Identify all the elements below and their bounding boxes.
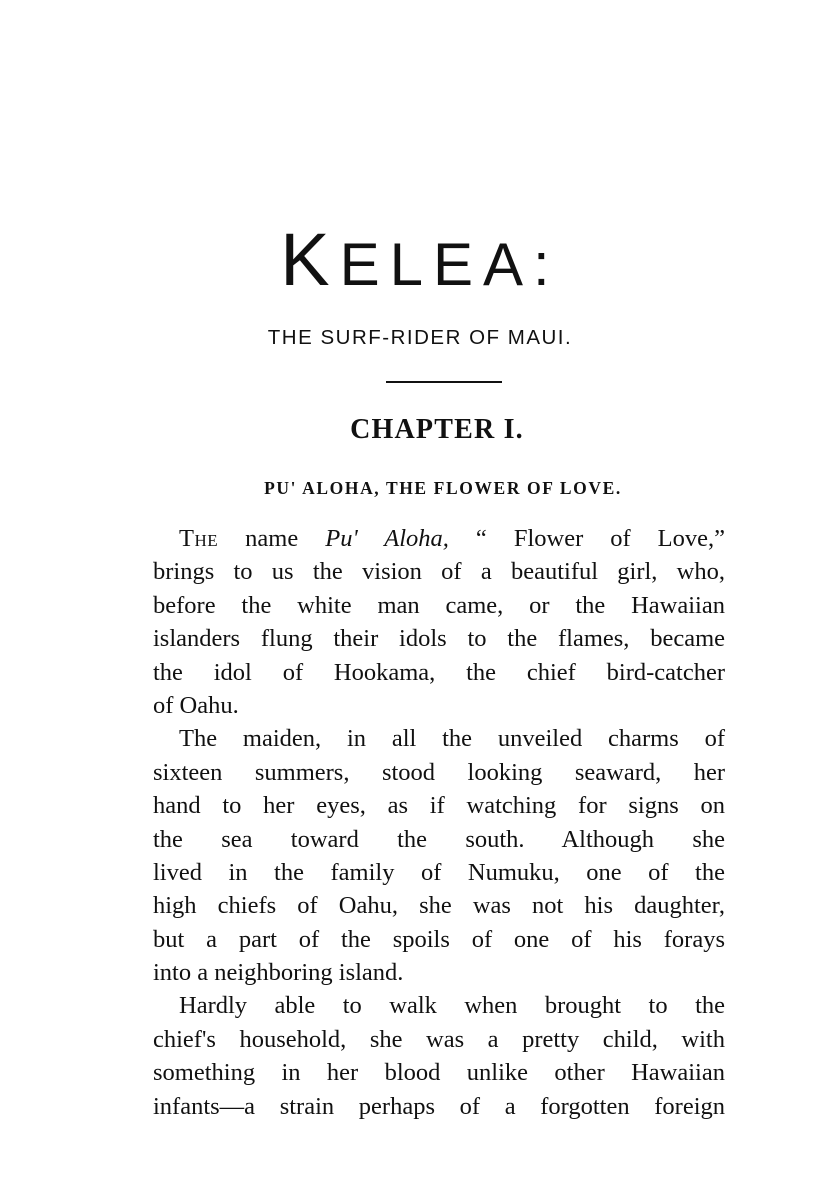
chapter-heading: CHAPTER I. (350, 414, 524, 445)
title-rest: ELEA: (339, 231, 560, 298)
text-line: chief's household, she was a pretty child, with (153, 1025, 725, 1053)
text-line: the idol of Hookama, the chief bird-catcher (153, 658, 725, 686)
section-divider (386, 381, 502, 383)
text-line: sixteen summers, stood looking seaward, her (153, 758, 725, 786)
text-line: lived in the family of Numuku, one of the (153, 858, 725, 886)
text-line: before the white man came, or the Hawaiian (153, 591, 725, 619)
book-subtitle: THE SURF-RIDER OF MAUI. (267, 326, 573, 349)
text-line: but a part of the spoils of one of his forays (153, 925, 725, 953)
text-line: something in her blood unlike other Hawaiian (153, 1059, 725, 1087)
text-line: Hardly able to walk when brought to the (179, 992, 725, 1020)
italic-term: Pu' Aloha, (325, 525, 449, 552)
text-line: The maiden, in all the unveiled charms of (179, 725, 725, 753)
text-line: of Oahu. (153, 691, 239, 719)
lead-word: The (179, 525, 219, 552)
text-line: infants—a strain perhaps of a forgotten foreign (153, 1092, 725, 1120)
chapter-body (153, 522, 725, 1123)
text-line: brings to us the vision of a beautiful girl, who, (153, 558, 725, 586)
text-fragment: “ Flower of Love,” (448, 525, 726, 552)
title-initial: K (280, 218, 340, 301)
text-line (153, 522, 725, 555)
text-line: into a neighboring island. (153, 959, 404, 987)
text-line: high chiefs of Oahu, she was not his daughter, (153, 892, 725, 920)
text-line: the sea toward the south. Although she (153, 825, 725, 853)
chapter-title: PU' ALOHA, THE FLOWER OF LOVE. (264, 478, 622, 498)
text-line: islanders flung their idols to the flames, became (153, 625, 725, 653)
text-fragment: name (218, 525, 326, 552)
book-title (0, 218, 840, 303)
text-line: hand to her eyes, as if watching for signs on (153, 792, 725, 820)
